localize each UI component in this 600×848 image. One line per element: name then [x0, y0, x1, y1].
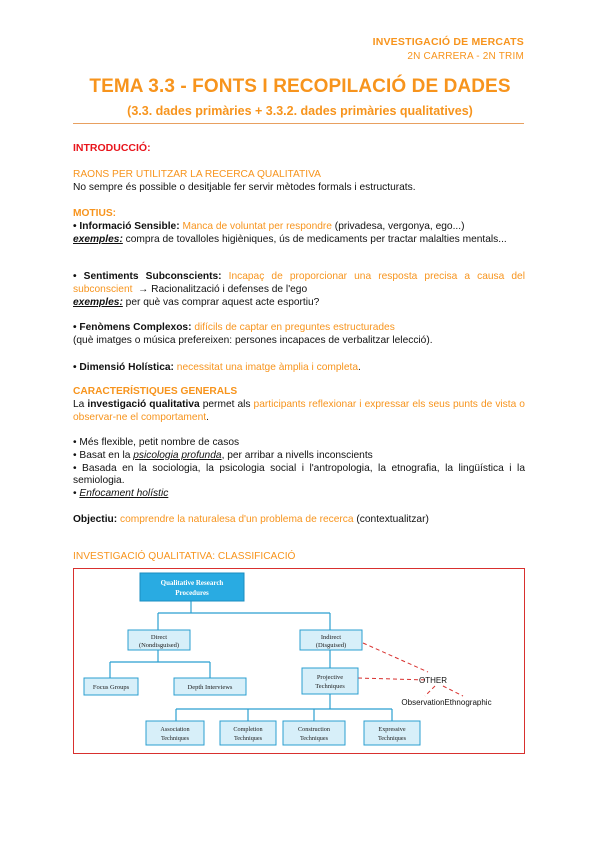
intro-end: .	[206, 411, 209, 423]
motiu-sensible-highlight: Manca de voluntat per respondre	[182, 220, 332, 232]
projective-label-1: Projective	[316, 674, 344, 681]
motiu-sensible-example	[73, 234, 525, 247]
classification-diagram	[73, 568, 525, 754]
enfocament-holistic-link[interactable]: Enfocament holístic	[79, 488, 169, 500]
expressive-label-1: Expressive	[378, 726, 406, 733]
example-label: exemples:	[73, 233, 123, 245]
intro-pre: La	[73, 398, 88, 410]
depth-interviews-node	[174, 678, 246, 695]
caracteristiques-intro	[73, 399, 525, 425]
caracteristiques-section	[73, 386, 525, 424]
title-divider	[73, 123, 524, 124]
caracteristiques-heading: CARACTERÍSTIQUES GENERALS	[73, 386, 238, 397]
completion-node	[220, 721, 276, 745]
projective-node	[302, 668, 358, 694]
page-title: TEMA 3.3 - FONTS I RECOPILACIÓ DE DADES	[89, 76, 511, 97]
header-term: 2N CARRERA - 2N TRIM	[407, 51, 524, 62]
header-course: INVESTIGACIÓ DE MERCATS	[372, 36, 524, 48]
objectiu-rest: (contextualitzar)	[353, 514, 429, 525]
indirect-node	[300, 630, 362, 650]
construction-label-2: Techniques	[299, 735, 329, 742]
bullet-holistic	[73, 488, 525, 501]
motiu-holistica	[73, 362, 525, 375]
motiu-subconscient-highlight: Incapaç de proporcionar una resposta precisa a causa del subconscient	[73, 271, 525, 295]
projective-label-2: Techniques	[315, 683, 345, 690]
reasons-section	[73, 169, 525, 195]
ethnographic-label: Ethnographic	[444, 698, 492, 707]
root-node	[140, 573, 244, 601]
motiu-holistica-label: • Dimensió Holística:	[73, 362, 174, 373]
reasons-text: No sempre és possible o desitjable fer servir mètodes formals i estructurats.	[73, 181, 416, 193]
bullet4-pre: •	[73, 488, 80, 500]
bullet2-post: , per arribar a nivells inconscients	[221, 449, 373, 461]
classificacio-heading: INVESTIGACIÓ QUALITATIVA: CLASSIFICACIÓ	[73, 551, 296, 562]
motiu-sensible-rest: (privadesa, vergonya, ego...)	[331, 220, 465, 232]
bullet2-pre: • Basat en la	[73, 449, 134, 461]
example-text: per què vas comprar aquest acte esportiu?	[122, 296, 320, 308]
bullet-psicologia	[73, 450, 525, 463]
observation-label: Observation	[401, 698, 445, 707]
association-label-1: Association	[160, 726, 190, 733]
depth-interviews-label: Depth Interviews	[187, 684, 233, 691]
indirect-label-2: (Disguised)	[315, 642, 347, 649]
construction-label-1: Construction	[298, 726, 330, 733]
page-subtitle: (3.3. dades primàries + 3.3.2. dades primàries qualitatives)	[127, 104, 473, 118]
motiu-complexos-rest: (què imatges o música prefereixen: persones incapaces de verbalitzar lelecció).	[73, 334, 433, 346]
direct-label-2: (Nondisguised)	[138, 642, 180, 649]
completion-label-2: Techniques	[233, 735, 263, 742]
focus-groups-node	[84, 678, 138, 695]
association-node	[146, 721, 204, 745]
direct-label-1: Direct	[150, 634, 168, 641]
motiu-holistica-rest: .	[358, 362, 361, 373]
motiu-subconscient-arrow: → Racionalització i defenses de l'ego	[132, 283, 308, 295]
motiu-complexos-label: • Fenòmens Complexos:	[73, 322, 192, 333]
motius-heading: MOTIUS:	[73, 208, 117, 219]
association-label-2: Techniques	[160, 735, 190, 742]
root-label-1: Qualitative Research	[160, 579, 224, 587]
objectiu-section	[73, 514, 525, 527]
objectiu-label: Objectiu:	[73, 514, 118, 525]
intro-section	[73, 142, 525, 155]
classificacio-section	[73, 551, 525, 564]
objectiu-highlight: comprendre la naturalesa d'un problema de recerca	[120, 514, 354, 525]
intro-mid: permet als	[199, 398, 254, 410]
other-label: OTHER	[419, 676, 447, 685]
motiu-sensible	[73, 221, 525, 234]
indirect-label-1: Indirect	[320, 634, 342, 641]
reasons-heading: RAONS PER UTILITZAR LA RECERCA QUALITATIVA	[73, 169, 321, 180]
motiu-subconscient	[73, 271, 525, 309]
psicologia-profunda-link[interactable]: psicologia profunda	[133, 449, 222, 461]
motiu-sensible-label: • Informació Sensible:	[73, 220, 180, 232]
root-label-2: Procedures	[175, 589, 209, 597]
direct-node	[128, 630, 190, 650]
focus-groups-label: Focus Groups	[92, 684, 130, 691]
example-label: exemples:	[73, 296, 123, 308]
motius-section	[73, 208, 525, 246]
expressive-node	[364, 721, 420, 745]
caracteristiques-bullets	[73, 437, 525, 501]
intro-heading: INTRODUCCIÓ:	[73, 142, 151, 154]
bullet-flexible: • Més flexible, petit nombre de casos	[73, 437, 240, 448]
completion-label-1: Completion	[233, 726, 263, 733]
motiu-complexos	[73, 322, 525, 348]
motiu-complexos-highlight: difícils de captar en preguntes estructurades	[194, 322, 395, 333]
bullet-sociologia: • Basada en la sociologia, la psicologia social i l'antropologia, la etnografia, la lingüística i la semiologia.	[73, 462, 525, 487]
motiu-holistica-highlight: necessitat una imatge àmplia i completa	[176, 362, 358, 373]
construction-node	[283, 721, 345, 745]
intro-highlight: participants reflexionar i expressar els seus punts de vista o observar-ne el comportament	[73, 398, 525, 423]
motiu-subconscient-label: • Sentiments Subconscients:	[73, 271, 222, 282]
example-text: compra de tovalloles higièniques, ús de medicaments per tractar malalties mentals...	[122, 233, 507, 245]
intro-bold: investigació qualitativa	[87, 398, 200, 410]
expressive-label-2: Techniques	[377, 735, 407, 742]
